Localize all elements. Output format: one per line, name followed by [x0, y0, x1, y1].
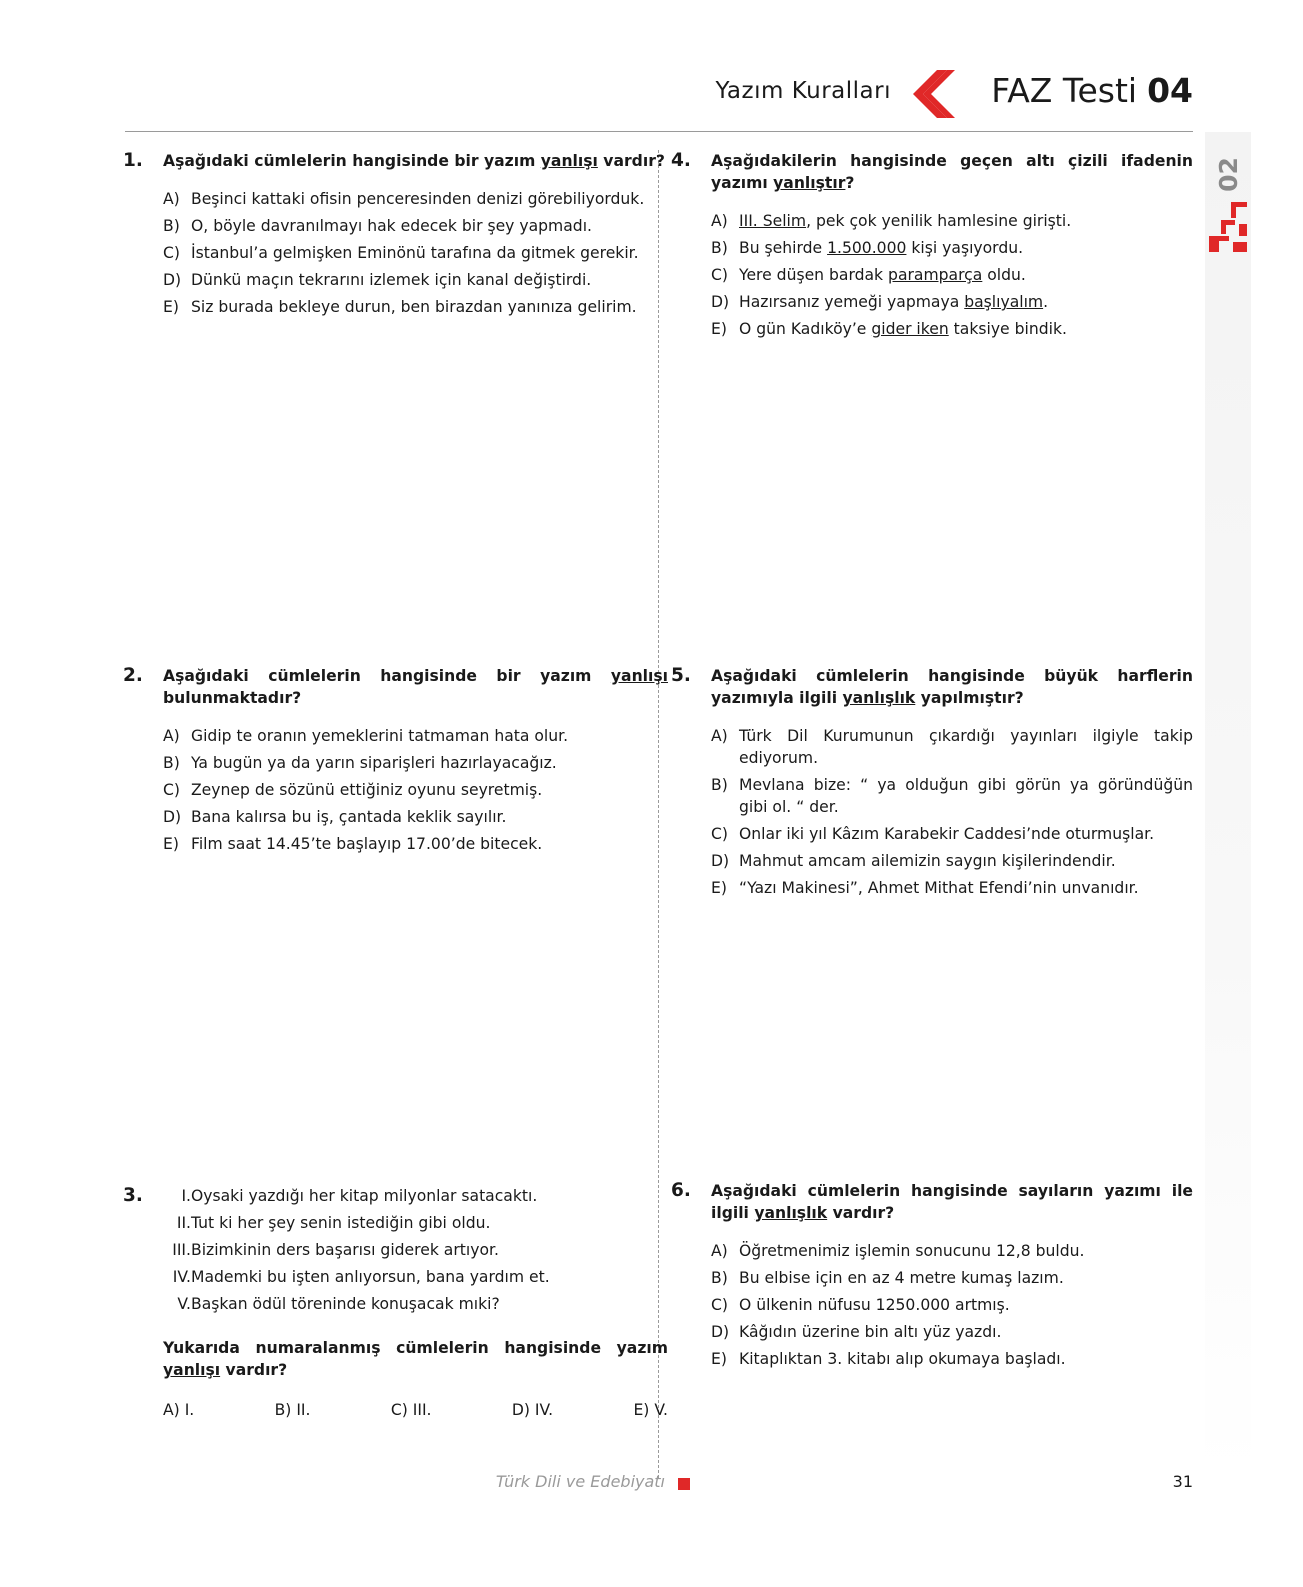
option-letter: E)	[711, 879, 727, 897]
question-4	[671, 150, 1193, 345]
option-text-pre: Bu şehirde	[739, 239, 828, 257]
footer-square-icon	[678, 1478, 690, 1490]
roman-item-1	[163, 1185, 668, 1207]
option-e[interactable]	[711, 1348, 1193, 1370]
stem-text: vardır?	[220, 1361, 288, 1379]
item-text: Mademki bu işten anlıyorsun, bana yardım et.	[191, 1268, 550, 1286]
question-number: 3.	[123, 1185, 143, 1206]
option-e[interactable]: E) V.	[633, 1401, 668, 1419]
option-letter: C)	[711, 825, 728, 843]
option-e[interactable]	[163, 296, 668, 318]
option-letter: A)	[711, 727, 728, 745]
stem-text: yapılmıştır?	[915, 689, 1024, 707]
stem-text: Aşağıdaki cümlelerin hangisinde büyük harflerin yazımıyla ilgili	[711, 667, 1193, 707]
option-text-post: , pek çok yenilik hamlesine girişti.	[806, 212, 1072, 230]
option-d[interactable]	[163, 806, 668, 828]
option-b[interactable]: B) II.	[274, 1401, 311, 1419]
roman-numeral: I.	[181, 1187, 191, 1205]
option-a[interactable]	[711, 725, 1193, 769]
stem-underlined: yanlışı	[540, 152, 598, 170]
faz-number-text: 02	[1213, 156, 1243, 192]
section-title: Yazım Kuralları	[715, 78, 891, 104]
stem-text: Aşağıdaki cümlelerin hangisinde sayıların yazımı ile ilgili	[711, 1182, 1193, 1222]
option-text: Kâğıdın üzerine bin altı yüz yazdı.	[739, 1323, 1002, 1341]
option-b[interactable]	[711, 774, 1193, 818]
stem-underlined: yanlıştır	[773, 174, 846, 192]
option-text: Kitaplıktan 3. kitabı alıp okumaya başladı.	[739, 1350, 1066, 1368]
option-letter: E)	[711, 1350, 727, 1368]
stem-text: Aşağıdakilerin hangisinde geçen altı çizili ifadenin yazımı	[711, 152, 1193, 192]
option-c[interactable]	[711, 264, 1193, 286]
option-letter: D)	[711, 1323, 730, 1341]
option-text: Türk Dil Kurumunun çıkardığı yayınları ilgiyle takip ediyorum.	[739, 727, 1193, 767]
option-text: Bu elbise için en az 4 metre kumaş lazım.	[739, 1269, 1064, 1287]
option-a[interactable]	[163, 725, 668, 747]
chevron-left-icon	[907, 70, 955, 118]
question-number: 5.	[671, 665, 691, 686]
option-letter: A)	[711, 1242, 728, 1260]
option-letter: B)	[711, 239, 728, 257]
stem-text: vardır?	[827, 1204, 895, 1222]
option-text: Zeynep de sözünü ettiğiniz oyunu seyretmiş.	[191, 781, 543, 799]
roman-item-3	[163, 1239, 668, 1261]
roman-item-5	[163, 1293, 668, 1315]
roman-item-2	[163, 1212, 668, 1234]
question-3	[123, 1185, 668, 1421]
option-letter: C)	[163, 244, 180, 262]
option-letter: C)	[711, 266, 728, 284]
roman-numeral: II.	[176, 1214, 191, 1232]
question-stem	[711, 1180, 1193, 1224]
test-title	[991, 71, 1193, 110]
option-text: Mevlana bize: “ ya olduğun gibi görün ya göründüğün gibi ol. “ der.	[739, 776, 1193, 816]
option-letter: B)	[711, 776, 728, 794]
option-letter: D)	[711, 293, 730, 311]
stem-text: Aşağıdaki cümlelerin hangisinde bir yazım	[163, 667, 611, 685]
option-d[interactable]	[711, 850, 1193, 872]
option-text-pre: O gün Kadıköy’e	[739, 320, 872, 338]
option-text-pre: Hazırsanız yemeği yapmaya	[739, 293, 965, 311]
option-text: Ya bugün ya da yarın siparişleri hazırlayacağız.	[191, 754, 557, 772]
option-text: Bana kalırsa bu iş, çantada keklik sayılır.	[191, 808, 507, 826]
option-text-pre: Yere düşen bardak	[739, 266, 889, 284]
option-letter: D)	[163, 271, 182, 289]
footer-subject: Türk Dili ve Edebiyatı	[495, 1472, 665, 1491]
option-letter: A)	[711, 212, 728, 230]
option-c[interactable]	[711, 1294, 1193, 1316]
option-text-underlined: paramparça	[888, 266, 983, 284]
option-d[interactable]	[711, 1321, 1193, 1343]
option-d[interactable]	[711, 291, 1193, 313]
header-divider	[125, 131, 1193, 132]
test-number: 04	[1147, 71, 1193, 110]
option-text	[739, 237, 1193, 259]
option-a[interactable]	[163, 188, 668, 210]
roman-numeral: IV.	[172, 1268, 191, 1286]
option-d[interactable]: D) IV.	[511, 1401, 554, 1419]
question-stem	[163, 665, 668, 709]
item-text: Tut ki her şey senin istediğin gibi oldu.	[191, 1214, 491, 1232]
option-b[interactable]	[163, 752, 668, 774]
option-text: Öğretmenimiz işlemin sonucunu 12,8 buldu.	[739, 1242, 1085, 1260]
option-letter: C)	[711, 1296, 728, 1314]
option-letter: D)	[711, 852, 730, 870]
option-letter: A)	[163, 190, 180, 208]
option-text: Film saat 14.45’te başlayıp 17.00’de bitecek.	[191, 835, 543, 853]
option-a[interactable]	[711, 210, 1193, 232]
question-stem	[711, 665, 1193, 709]
page-number: 31	[1172, 1472, 1193, 1491]
stem-text: bulunmaktadır?	[163, 689, 302, 707]
stem-underlined: yanlışı	[163, 1361, 221, 1379]
option-c[interactable]	[163, 779, 668, 801]
question-number: 4.	[671, 150, 691, 171]
option-b[interactable]	[163, 215, 668, 237]
option-text: Beşinci kattaki ofisin penceresinden denizi görebiliyorduk.	[191, 190, 645, 208]
question-stem	[163, 150, 668, 172]
test-label: FAZ Testi	[991, 71, 1138, 110]
option-d[interactable]	[163, 269, 668, 291]
roman-numeral: III.	[172, 1241, 191, 1259]
option-letter: B)	[163, 217, 180, 235]
faz-logo-icon	[1209, 202, 1247, 252]
option-text: “Yazı Makinesi”, Ahmet Mithat Efendi’nin unvanıdır.	[739, 879, 1139, 897]
roman-numeral: V.	[177, 1295, 191, 1313]
option-text-post: .	[1043, 293, 1049, 311]
option-b[interactable]	[711, 237, 1193, 259]
item-text: Başkan ödül töreninde konuşacak mıki?	[191, 1295, 500, 1313]
page-header	[125, 60, 1193, 132]
option-letter: E)	[163, 835, 179, 853]
option-letter: B)	[163, 754, 180, 772]
option-text-post: taksiye bindik.	[948, 320, 1067, 338]
item-text: Bizimkinin ders başarısı giderek artıyor.	[191, 1241, 499, 1259]
option-b[interactable]	[711, 1267, 1193, 1289]
option-e[interactable]	[711, 877, 1193, 899]
option-a[interactable]: A) I.	[163, 1401, 195, 1419]
option-text: Mahmut amcam ailemizin saygın kişilerindendir.	[739, 852, 1116, 870]
side-strip	[1205, 132, 1251, 1477]
question-6	[671, 1180, 1193, 1375]
answer-options	[163, 1399, 668, 1421]
question-number: 6.	[671, 1180, 691, 1201]
option-text: İstanbul’a gelmişken Eminönü tarafına da gitmek gerekir.	[191, 244, 639, 262]
option-c[interactable]: C) III.	[390, 1401, 432, 1419]
option-text: O ülkenin nüfusu 1250.000 artmış.	[739, 1296, 1010, 1314]
option-letter: C)	[163, 781, 180, 799]
option-e[interactable]	[711, 318, 1193, 340]
question-number: 1.	[123, 150, 143, 171]
option-text	[739, 318, 1193, 340]
option-letter: A)	[163, 727, 180, 745]
question-stem	[711, 150, 1193, 194]
option-text	[739, 210, 1193, 232]
faz-number	[1205, 150, 1251, 198]
option-text	[739, 291, 1193, 313]
option-e[interactable]	[163, 833, 668, 855]
option-a[interactable]	[711, 1240, 1193, 1262]
question-5	[671, 665, 1193, 904]
option-text: Gidip te oranın yemeklerini tatmaman hata olur.	[191, 727, 569, 745]
stem-text: Yukarıda numaralanmış cümlelerin hangisinde yazım	[163, 1339, 668, 1357]
option-text: Onlar iki yıl Kâzım Karabekir Caddesi’nde oturmuşlar.	[739, 825, 1155, 843]
question-number: 2.	[123, 665, 143, 686]
option-letter: D)	[163, 808, 182, 826]
option-text: Dünkü maçın tekrarını izlemek için kanal değiştirdi.	[191, 271, 592, 289]
question-1	[123, 150, 668, 323]
option-letter: E)	[163, 298, 179, 316]
question-2	[123, 665, 668, 860]
stem-text: Aşağıdaki cümlelerin hangisinde bir yazım	[163, 152, 541, 170]
stem-underlined: yanlışlık	[842, 689, 916, 707]
option-text-underlined: başlıyalım	[964, 293, 1044, 311]
roman-item-4	[163, 1266, 668, 1288]
option-letter: E)	[711, 320, 727, 338]
option-c[interactable]	[163, 242, 668, 264]
option-text-post: kişi yaşıyordu.	[906, 239, 1024, 257]
stem-underlined: yanlışlık	[754, 1204, 828, 1222]
stem-text: vardır?	[597, 152, 665, 170]
option-text	[739, 264, 1193, 286]
option-text: O, böyle davranılmayı hak edecek bir şey yapmadı.	[191, 217, 592, 235]
option-c[interactable]	[711, 823, 1193, 845]
option-text-underlined: 1.500.000	[827, 239, 907, 257]
stem-text: ?	[845, 174, 855, 192]
option-text-post: oldu.	[982, 266, 1026, 284]
option-text: Siz burada bekleye durun, ben birazdan yanınıza gelirim.	[191, 298, 637, 316]
question-stem	[163, 1337, 668, 1381]
stem-underlined: yanlışı	[610, 667, 668, 685]
option-text-underlined: gider iken	[871, 320, 949, 338]
option-text-underlined: III. Selim	[739, 212, 807, 230]
option-letter: B)	[711, 1269, 728, 1287]
item-text: Oysaki yazdığı her kitap milyonlar satacaktı.	[191, 1187, 538, 1205]
